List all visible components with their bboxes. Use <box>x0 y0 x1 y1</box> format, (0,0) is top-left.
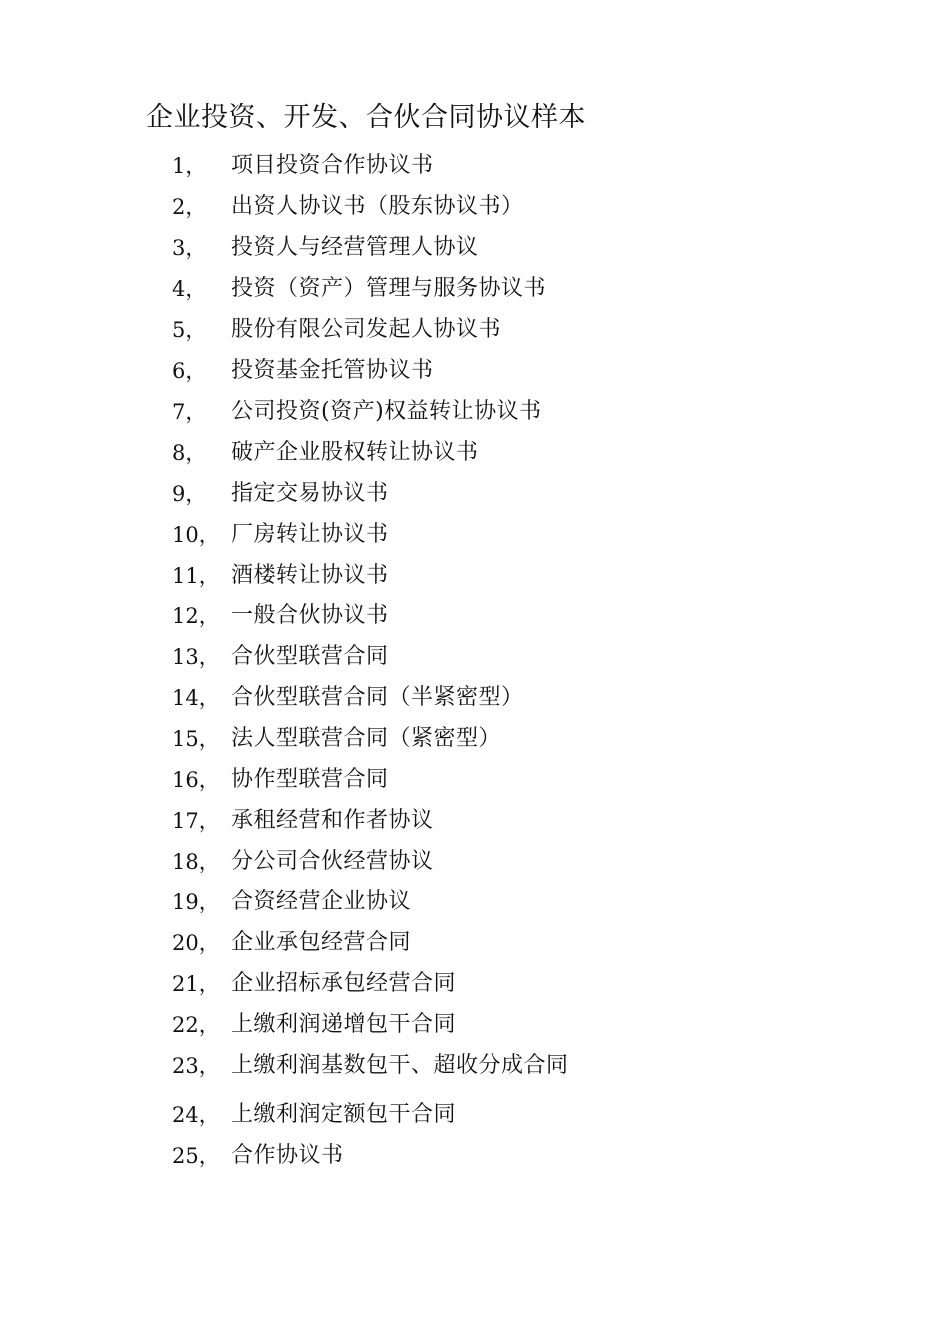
item-number: 7， <box>172 400 207 424</box>
item-title: 股份有限公司发起人协议书 <box>231 317 502 342</box>
item-title: 承租经营和作者协议 <box>231 808 434 833</box>
item-number: 19， <box>172 890 220 914</box>
list-item <box>0 273 800 305</box>
item-title: 酒楼转让协议书 <box>231 563 389 588</box>
item-title: 破产企业股权转让协议书 <box>231 440 479 465</box>
list-item <box>0 968 800 1000</box>
item-title: 项目投资合作协议书 <box>231 153 434 178</box>
item-title: 出资人协议书（股东协议书） <box>231 194 524 219</box>
item-number: 18， <box>172 850 220 874</box>
list-item <box>0 355 800 387</box>
item-number: 3， <box>172 236 207 260</box>
list-item <box>0 191 800 223</box>
item-title: 投资（资产）管理与服务协议书 <box>231 276 547 301</box>
item-title: 指定交易协议书 <box>231 481 389 506</box>
item-number: 16， <box>172 768 220 792</box>
item-number: 22， <box>172 1013 220 1037</box>
item-number: 10， <box>172 523 220 547</box>
list-item <box>0 723 800 755</box>
item-number: 8， <box>172 441 207 465</box>
item-number: 12， <box>172 604 220 628</box>
item-title: 上缴利润递增包干合同 <box>231 1012 457 1037</box>
item-number: 24， <box>172 1103 220 1127</box>
list-item <box>0 314 800 346</box>
list-item <box>0 478 800 510</box>
item-number: 9， <box>172 482 207 506</box>
item-title: 厂房转让协议书 <box>231 522 389 547</box>
list-item <box>0 519 800 551</box>
item-title: 法人型联营合同（紧密型） <box>231 726 502 751</box>
item-number: 13， <box>172 645 220 669</box>
list-item <box>0 560 800 592</box>
list-item <box>0 682 800 714</box>
item-title: 合作协议书 <box>231 1143 344 1168</box>
list-item <box>0 764 800 796</box>
item-number: 2， <box>172 195 207 219</box>
list-item <box>0 641 800 673</box>
item-number: 25， <box>172 1144 220 1168</box>
item-number: 11， <box>172 564 220 588</box>
list-item <box>0 1009 800 1041</box>
item-title: 合伙型联营合同（半紧密型） <box>231 685 524 710</box>
item-number: 14， <box>172 686 220 710</box>
item-title: 合伙型联营合同 <box>231 644 389 669</box>
list-item <box>0 927 800 959</box>
item-title: 企业承包经营合同 <box>231 930 412 955</box>
item-number: 17， <box>172 809 220 833</box>
item-number: 21， <box>172 972 220 996</box>
list-item <box>0 396 800 428</box>
item-number: 15， <box>172 727 220 751</box>
page-title: 企业投资、开发、合伙合同协议样本 <box>146 102 586 133</box>
item-title: 公司投资(资产)权益转让协议书 <box>231 399 542 424</box>
item-number: 4， <box>172 277 207 301</box>
item-number: 5， <box>172 318 207 342</box>
item-title: 投资基金托管协议书 <box>231 358 434 383</box>
item-number: 20， <box>172 931 220 955</box>
list-item <box>0 600 800 632</box>
list-item <box>0 1099 800 1131</box>
list-item <box>0 150 800 182</box>
list-item <box>0 1140 800 1172</box>
list-item <box>0 805 800 837</box>
item-title: 合资经营企业协议 <box>231 889 412 914</box>
item-title: 协作型联营合同 <box>231 767 389 792</box>
list-item <box>0 846 800 878</box>
item-number: 1， <box>172 154 207 178</box>
item-title: 投资人与经营管理人协议 <box>231 235 479 260</box>
item-title: 分公司合伙经营协议 <box>231 849 434 874</box>
item-title: 上缴利润定额包干合同 <box>231 1102 457 1127</box>
item-title: 企业招标承包经营合同 <box>231 971 457 996</box>
item-title: 一般合伙协议书 <box>231 603 389 628</box>
item-number: 23， <box>172 1054 220 1078</box>
list-item <box>0 1050 800 1082</box>
list-item <box>0 232 800 264</box>
item-number: 6， <box>172 359 207 383</box>
item-title: 上缴利润基数包干、超收分成合同 <box>231 1053 569 1078</box>
list-item <box>0 886 800 918</box>
list-item <box>0 437 800 469</box>
